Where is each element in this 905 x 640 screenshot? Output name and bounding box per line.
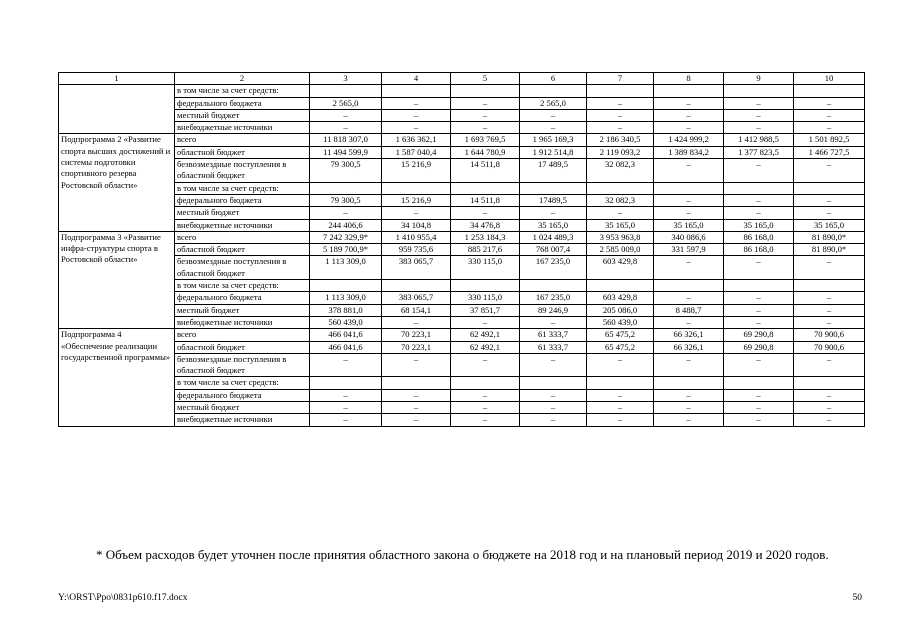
- amount-cell: [794, 182, 865, 194]
- amount-cell: [654, 377, 724, 389]
- amount-cell: 34 104,8: [382, 219, 451, 231]
- amount-cell: –: [794, 159, 865, 183]
- funding-source-label: всего: [175, 134, 310, 146]
- amount-cell: 15 216,9: [382, 194, 451, 206]
- amount-cell: 331 597,9: [654, 244, 724, 256]
- amount-cell: 81 890,0*: [794, 231, 865, 243]
- amount-cell: [724, 182, 794, 194]
- amount-cell: –: [310, 414, 382, 426]
- funding-source-label: безвозмездные поступления в областной бюджет: [175, 256, 310, 280]
- amount-cell: –: [451, 389, 520, 401]
- amount-cell: –: [382, 109, 451, 121]
- amount-cell: –: [451, 207, 520, 219]
- funding-source-label: федерального бюджета: [175, 194, 310, 206]
- amount-cell: [587, 280, 654, 292]
- amount-cell: 466 041,6: [310, 341, 382, 353]
- amount-cell: 603 429,8: [587, 256, 654, 280]
- budget-table-wrapper: [58, 72, 864, 427]
- funding-source-label: в том числе за счет средств:: [175, 85, 310, 97]
- amount-cell: –: [382, 414, 451, 426]
- amount-cell: –: [382, 389, 451, 401]
- column-number-7: 7: [587, 73, 654, 85]
- amount-cell: 3 953 963,8: [587, 231, 654, 243]
- amount-cell: –: [310, 353, 382, 377]
- amount-cell: 70 223,1: [382, 329, 451, 341]
- column-number-8: 8: [654, 73, 724, 85]
- funding-source-label: областной бюджет: [175, 341, 310, 353]
- amount-cell: –: [654, 122, 724, 134]
- amount-cell: 244 406,6: [310, 219, 382, 231]
- amount-cell: [451, 182, 520, 194]
- amount-cell: –: [654, 353, 724, 377]
- amount-cell: [654, 182, 724, 194]
- table-row: [59, 341, 865, 353]
- amount-cell: –: [724, 402, 794, 414]
- amount-cell: 14 511,8: [451, 159, 520, 183]
- funding-source-label: федерального бюджета: [175, 389, 310, 401]
- amount-cell: 560 439,0: [310, 316, 382, 328]
- amount-cell: –: [724, 304, 794, 316]
- subprogram-name: Подпрограмма 4 «Обеспечение реализации государственной программы»: [59, 329, 175, 426]
- amount-cell: 68 154,1: [382, 304, 451, 316]
- amount-cell: –: [724, 353, 794, 377]
- amount-cell: 35 165,0: [520, 219, 587, 231]
- amount-cell: 8 488,7: [654, 304, 724, 316]
- amount-cell: 2 565,0: [520, 97, 587, 109]
- amount-cell: 603 429,8: [587, 292, 654, 304]
- funding-source-label: всего: [175, 231, 310, 243]
- amount-cell: 32 082,3: [587, 194, 654, 206]
- funding-source-label: местный бюджет: [175, 304, 310, 316]
- amount-cell: 89 246,9: [520, 304, 587, 316]
- amount-cell: 1 424 999,2: [654, 134, 724, 146]
- table-row: [59, 316, 865, 328]
- amount-cell: –: [724, 109, 794, 121]
- amount-cell: –: [794, 292, 865, 304]
- amount-cell: 86 168,0: [724, 231, 794, 243]
- amount-cell: 2 585 009,0: [587, 244, 654, 256]
- amount-cell: –: [587, 353, 654, 377]
- amount-cell: 167 235,0: [520, 256, 587, 280]
- amount-cell: [724, 280, 794, 292]
- amount-cell: –: [794, 122, 865, 134]
- amount-cell: 35 165,0: [587, 219, 654, 231]
- table-row: [59, 134, 865, 146]
- table-row: [59, 329, 865, 341]
- amount-cell: [520, 182, 587, 194]
- amount-cell: –: [310, 389, 382, 401]
- amount-cell: 15 216,9: [382, 159, 451, 183]
- amount-cell: –: [724, 316, 794, 328]
- amount-cell: –: [794, 304, 865, 316]
- amount-cell: 383 065,7: [382, 256, 451, 280]
- funding-source-label: внебюджетные источники: [175, 414, 310, 426]
- amount-cell: 1 466 727,5: [794, 146, 865, 158]
- amount-cell: –: [724, 389, 794, 401]
- amount-cell: –: [382, 122, 451, 134]
- amount-cell: 11 494 599,9: [310, 146, 382, 158]
- table-row: [59, 207, 865, 219]
- amount-cell: 885 217,6: [451, 244, 520, 256]
- amount-cell: 70 900,6: [794, 329, 865, 341]
- table-row: [59, 292, 865, 304]
- amount-cell: 1 412 988,5: [724, 134, 794, 146]
- amount-cell: [451, 85, 520, 97]
- table-row: [59, 97, 865, 109]
- amount-cell: –: [382, 316, 451, 328]
- amount-cell: –: [654, 292, 724, 304]
- table-row: [59, 159, 865, 183]
- amount-cell: –: [310, 109, 382, 121]
- amount-cell: [654, 280, 724, 292]
- column-number-6: 6: [520, 73, 587, 85]
- funding-source-label: местный бюджет: [175, 109, 310, 121]
- amount-cell: –: [587, 402, 654, 414]
- amount-cell: [587, 377, 654, 389]
- header-row: [59, 73, 865, 85]
- subprogram-name: Подпрограмма 2 «Развитие спорта высших достижений и системы подготовки спортивного резерва Ростовской области»: [59, 134, 175, 231]
- amount-cell: 330 115,0: [451, 292, 520, 304]
- amount-cell: 1 410 955,4: [382, 231, 451, 243]
- subprogram-cell-empty: [59, 85, 175, 134]
- amount-cell: –: [654, 256, 724, 280]
- amount-cell: [451, 280, 520, 292]
- amount-cell: –: [451, 353, 520, 377]
- amount-cell: –: [587, 414, 654, 426]
- amount-cell: 35 165,0: [724, 219, 794, 231]
- funding-source-label: безвозмездные поступления в областной бюджет: [175, 159, 310, 183]
- amount-cell: –: [587, 207, 654, 219]
- amount-cell: 560 439,0: [587, 316, 654, 328]
- amount-cell: –: [451, 122, 520, 134]
- column-number-3: 3: [310, 73, 382, 85]
- amount-cell: [310, 377, 382, 389]
- amount-cell: –: [654, 159, 724, 183]
- document-path: Y:\ORST\Ppo\0831p610.f17.docx: [58, 593, 188, 603]
- funding-source-label: местный бюджет: [175, 207, 310, 219]
- amount-cell: 86 168,0: [724, 244, 794, 256]
- subprogram-name: Подпрограмма 3 «Развитие инфра-структуры спорта в Ростовской области»: [59, 231, 175, 328]
- table-row: [59, 402, 865, 414]
- amount-cell: 1 644 780,9: [451, 146, 520, 158]
- amount-cell: –: [382, 402, 451, 414]
- amount-cell: 70 223,1: [382, 341, 451, 353]
- amount-cell: –: [794, 207, 865, 219]
- amount-cell: –: [654, 402, 724, 414]
- table-row: [59, 194, 865, 206]
- funding-source-label: всего: [175, 329, 310, 341]
- amount-cell: –: [520, 402, 587, 414]
- funding-source-label: в том числе за счет средств:: [175, 280, 310, 292]
- amount-cell: 340 086,6: [654, 231, 724, 243]
- amount-cell: –: [654, 414, 724, 426]
- amount-cell: 14 511,8: [451, 194, 520, 206]
- column-number-1: 1: [59, 73, 175, 85]
- amount-cell: –: [654, 316, 724, 328]
- amount-cell: –: [520, 316, 587, 328]
- amount-cell: [520, 85, 587, 97]
- amount-cell: 1 965 169,3: [520, 134, 587, 146]
- amount-cell: 65 475,2: [587, 329, 654, 341]
- amount-cell: 66 326,1: [654, 329, 724, 341]
- amount-cell: [587, 182, 654, 194]
- amount-cell: 79 300,5: [310, 194, 382, 206]
- amount-cell: 167 235,0: [520, 292, 587, 304]
- amount-cell: –: [520, 353, 587, 377]
- amount-cell: 62 492,1: [451, 329, 520, 341]
- amount-cell: [724, 85, 794, 97]
- amount-cell: –: [724, 122, 794, 134]
- amount-cell: –: [451, 97, 520, 109]
- amount-cell: –: [794, 353, 865, 377]
- amount-cell: –: [654, 109, 724, 121]
- amount-cell: –: [451, 109, 520, 121]
- amount-cell: 2 186 340,5: [587, 134, 654, 146]
- amount-cell: 1 253 184,3: [451, 231, 520, 243]
- amount-cell: [587, 85, 654, 97]
- amount-cell: –: [724, 97, 794, 109]
- amount-cell: –: [520, 122, 587, 134]
- amount-cell: [382, 377, 451, 389]
- amount-cell: –: [451, 414, 520, 426]
- amount-cell: –: [794, 402, 865, 414]
- footnote: * Объем расходов будет уточнен после принятия областного закона о бюджете на 2018 год и на плановый период 2019 и 2020 годов.: [96, 547, 829, 562]
- amount-cell: –: [794, 109, 865, 121]
- amount-cell: 378 881,0: [310, 304, 382, 316]
- amount-cell: 35 165,0: [794, 219, 865, 231]
- amount-cell: 61 333,7: [520, 329, 587, 341]
- amount-cell: [520, 280, 587, 292]
- amount-cell: –: [520, 207, 587, 219]
- table-row: [59, 377, 865, 389]
- funding-source-label: областной бюджет: [175, 244, 310, 256]
- amount-cell: –: [310, 207, 382, 219]
- amount-cell: –: [654, 194, 724, 206]
- amount-cell: –: [382, 97, 451, 109]
- amount-cell: 62 492,1: [451, 341, 520, 353]
- amount-cell: [794, 85, 865, 97]
- amount-cell: [310, 280, 382, 292]
- table-row: [59, 389, 865, 401]
- amount-cell: 81 890,0*: [794, 244, 865, 256]
- amount-cell: –: [794, 97, 865, 109]
- table-row: [59, 414, 865, 426]
- page-number: 50: [852, 593, 862, 603]
- amount-cell: 466 041,6: [310, 329, 382, 341]
- column-number-4: 4: [382, 73, 451, 85]
- amount-cell: –: [794, 316, 865, 328]
- amount-cell: 7 242 329,9*: [310, 231, 382, 243]
- table-row: [59, 182, 865, 194]
- table-row: [59, 256, 865, 280]
- amount-cell: –: [724, 292, 794, 304]
- amount-cell: –: [382, 353, 451, 377]
- amount-cell: 2 119 093,2: [587, 146, 654, 158]
- funding-source-label: федерального бюджета: [175, 292, 310, 304]
- funding-source-label: в том числе за счет средств:: [175, 377, 310, 389]
- amount-cell: –: [382, 207, 451, 219]
- table-row: [59, 304, 865, 316]
- amount-cell: [382, 85, 451, 97]
- table-row: [59, 85, 865, 97]
- funding-source-label: безвозмездные поступления в областной бюджет: [175, 353, 310, 377]
- amount-cell: 383 065,7: [382, 292, 451, 304]
- amount-cell: –: [451, 402, 520, 414]
- amount-cell: 1 377 823,5: [724, 146, 794, 158]
- amount-cell: 1 587 040,4: [382, 146, 451, 158]
- table-row: [59, 244, 865, 256]
- amount-cell: 70 900,6: [794, 341, 865, 353]
- amount-cell: [382, 280, 451, 292]
- amount-cell: 32 082,3: [587, 159, 654, 183]
- amount-cell: 1 636 362,1: [382, 134, 451, 146]
- amount-cell: [451, 377, 520, 389]
- amount-cell: 5 189 700,9*: [310, 244, 382, 256]
- amount-cell: –: [587, 122, 654, 134]
- amount-cell: –: [794, 389, 865, 401]
- amount-cell: [382, 182, 451, 194]
- amount-cell: 1 912 514,8: [520, 146, 587, 158]
- amount-cell: 65 475,2: [587, 341, 654, 353]
- amount-cell: 17 489,5: [520, 159, 587, 183]
- amount-cell: [794, 377, 865, 389]
- amount-cell: –: [520, 109, 587, 121]
- column-number-2: 2: [175, 73, 310, 85]
- amount-cell: 79 300,5: [310, 159, 382, 183]
- amount-cell: 1 113 309,0: [310, 292, 382, 304]
- funding-source-label: в том числе за счет средств:: [175, 182, 310, 194]
- amount-cell: –: [724, 194, 794, 206]
- amount-cell: –: [310, 122, 382, 134]
- amount-cell: –: [654, 207, 724, 219]
- table-row: [59, 231, 865, 243]
- amount-cell: 37 851,7: [451, 304, 520, 316]
- funding-source-label: внебюджетные источники: [175, 219, 310, 231]
- budget-table-body: [59, 73, 865, 427]
- amount-cell: –: [587, 97, 654, 109]
- amount-cell: 35 165,0: [654, 219, 724, 231]
- amount-cell: [654, 85, 724, 97]
- amount-cell: [724, 377, 794, 389]
- amount-cell: 1 113 309,0: [310, 256, 382, 280]
- amount-cell: –: [724, 414, 794, 426]
- amount-cell: –: [794, 256, 865, 280]
- amount-cell: 205 086,0: [587, 304, 654, 316]
- amount-cell: 34 476,8: [451, 219, 520, 231]
- amount-cell: 66 326,1: [654, 341, 724, 353]
- amount-cell: [794, 280, 865, 292]
- funding-source-label: местный бюджет: [175, 402, 310, 414]
- budget-table: [58, 72, 865, 427]
- amount-cell: [520, 377, 587, 389]
- amount-cell: –: [794, 194, 865, 206]
- funding-source-label: внебюджетные источники: [175, 122, 310, 134]
- amount-cell: 768 007,4: [520, 244, 587, 256]
- amount-cell: –: [520, 414, 587, 426]
- table-row: [59, 280, 865, 292]
- amount-cell: –: [724, 256, 794, 280]
- amount-cell: –: [587, 109, 654, 121]
- amount-cell: 1 389 834,2: [654, 146, 724, 158]
- table-row: [59, 122, 865, 134]
- table-row: [59, 219, 865, 231]
- table-row: [59, 109, 865, 121]
- column-number-9: 9: [724, 73, 794, 85]
- amount-cell: [310, 182, 382, 194]
- amount-cell: 1 501 892,5: [794, 134, 865, 146]
- amount-cell: 17489,5: [520, 194, 587, 206]
- amount-cell: 61 333,7: [520, 341, 587, 353]
- amount-cell: 1 024 489,3: [520, 231, 587, 243]
- amount-cell: 2 565,0: [310, 97, 382, 109]
- amount-cell: –: [587, 389, 654, 401]
- column-number-5: 5: [451, 73, 520, 85]
- amount-cell: –: [654, 389, 724, 401]
- column-number-10: 10: [794, 73, 865, 85]
- amount-cell: –: [520, 389, 587, 401]
- funding-source-label: областной бюджет: [175, 146, 310, 158]
- amount-cell: –: [724, 207, 794, 219]
- amount-cell: –: [451, 316, 520, 328]
- amount-cell: –: [724, 159, 794, 183]
- amount-cell: 69 290,8: [724, 341, 794, 353]
- amount-cell: 330 115,0: [451, 256, 520, 280]
- amount-cell: –: [310, 402, 382, 414]
- amount-cell: 69 290,8: [724, 329, 794, 341]
- amount-cell: –: [654, 97, 724, 109]
- amount-cell: –: [794, 414, 865, 426]
- amount-cell: 1 693 769,5: [451, 134, 520, 146]
- table-row: [59, 353, 865, 377]
- amount-cell: 959 735,6: [382, 244, 451, 256]
- amount-cell: 11 818 307,0: [310, 134, 382, 146]
- amount-cell: [310, 85, 382, 97]
- funding-source-label: федерального бюджета: [175, 97, 310, 109]
- table-row: [59, 146, 865, 158]
- funding-source-label: внебюджетные источники: [175, 316, 310, 328]
